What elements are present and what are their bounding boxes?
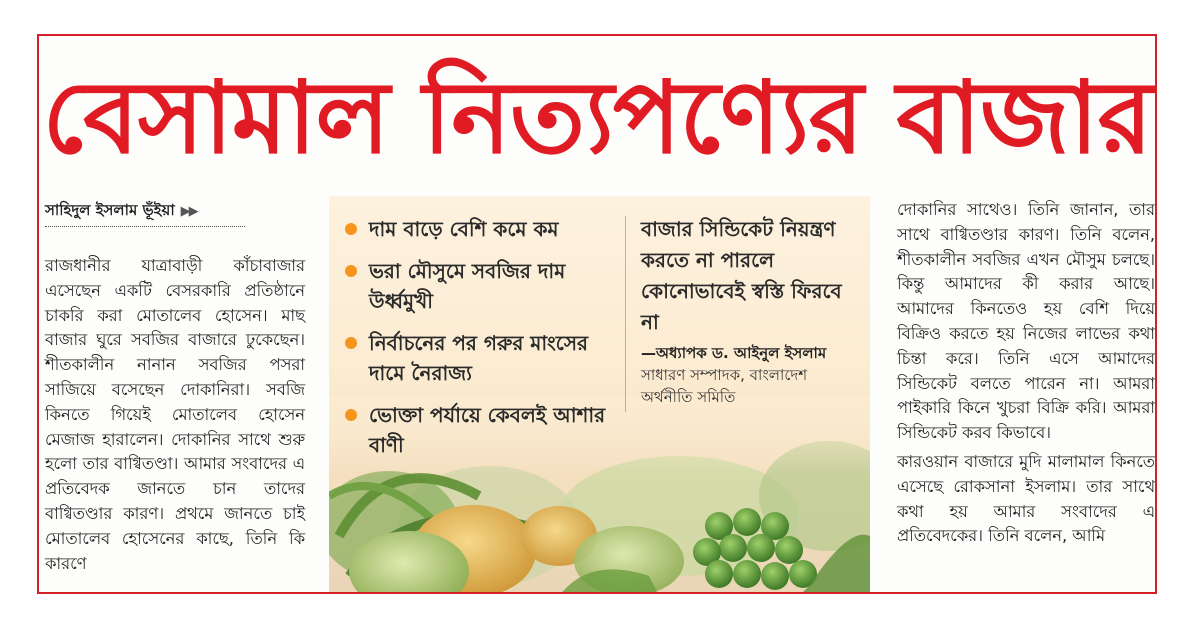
quote-text: বাজার সিন্ডিকেট নিয়ন্ত্রণ করতে না পারলে কোনোভাবেই স্বস্তি ফিরবে না [641,217,842,334]
byline-arrows-icon: ▶▶ [180,203,197,219]
bullet-list [343,214,613,472]
quote-author: —অধ্যাপক ড. আইনুল ইসলাম [641,344,827,362]
bullet-dot-icon [345,337,357,349]
bullet-dot-icon [345,409,357,421]
pull-quote [641,214,861,408]
right-paragraph-2: কারওয়ান বাজারে মুদি মালামাল কিনতে এসেছে রোকসানা ইসলাম। তার সাথে কথা হয় আমার সংবাদের এ প্রতিবেদকের। তিনি বলেন, আমি [897,451,1155,546]
right-paragraph-1: দোকানির সাথেও। তিনি জানান, তার সাথে বাগ্বিতণ্ডার কারণ। তিনি বলেন, শীতকালীন সবজির এখন মৌসুম চলছে। কিন্তু আমাদের কী করার আছে। আমাদের কিনতেও হয় বেশি দিয়ে বিক্রিও করতে হয় নিজের লাভের কথা চিন্তা করে। তিনি এসে আমাদের সিন্ডিকেট বলতে পারেন না। আমরা পাইকারি কিনে খুচরা বিক্রি করি। আমরা সিন্ডিকেট করব কিভাবে। [897,200,1155,443]
bullet-item [343,400,613,460]
left-column [45,254,305,576]
bullet-text: নির্বাচনের পর গরুর মাংসের দামে নৈরাজ্য [369,331,589,385]
right-column [897,198,1155,549]
byline-author: সাহিদুল ইসলাম ভূঁইয়া [45,200,175,219]
feature-box [329,196,870,594]
bullet-dot-icon [345,265,357,277]
bullet-text: ভরা মৌসুমে সবজির দাম উর্ধ্বমুখী [369,259,566,313]
newspaper-clipping [37,34,1157,594]
feature-divider [625,216,626,412]
bullet-dot-icon [345,223,357,235]
headline: বেসামাল নিত্যপণ্যের বাজার [42,59,1152,176]
quote-role: সাধারণ সম্পাদক, বাংলাদেশ অর্থনীতি সমিতি [641,366,808,406]
bullet-item [343,256,613,316]
bullet-item [343,214,613,244]
byline [45,196,245,227]
bullet-text: ভোক্তা পর্যায়ে কেবলই আশার বাণী [369,403,606,457]
bullet-item [343,328,613,388]
bullet-text: দাম বাড়ে বেশি কমে কম [369,217,559,241]
left-paragraph-1: রাজধানীর যাত্রাবাড়ী কাঁচাবাজার এসেছেন একটি বেসরকারি প্রতিষ্ঠানে চাকরি করা মোতালেব হোসেন। মাছ বাজার ঘুরে সবজির বাজারে ঢুকেছেন। শীতকালীন নানান সবজির পসরা সাজিয়ে বসেছেন দোকানিরা। সবজি কিনতে গিয়েই মোতালেব হোসেন মেজাজ হারালেন। দোকানির সাথে শুরু হলো তার বাগ্বিতণ্ডা। আমার সংবাদের এ প্রতিবেদক জানতে চান তাদের বাগ্বিতণ্ডার কারণ। প্রথমে জানতে চাই মোতালেব হোসেনের কাছে, তিনি কি কারণে [45,256,305,573]
